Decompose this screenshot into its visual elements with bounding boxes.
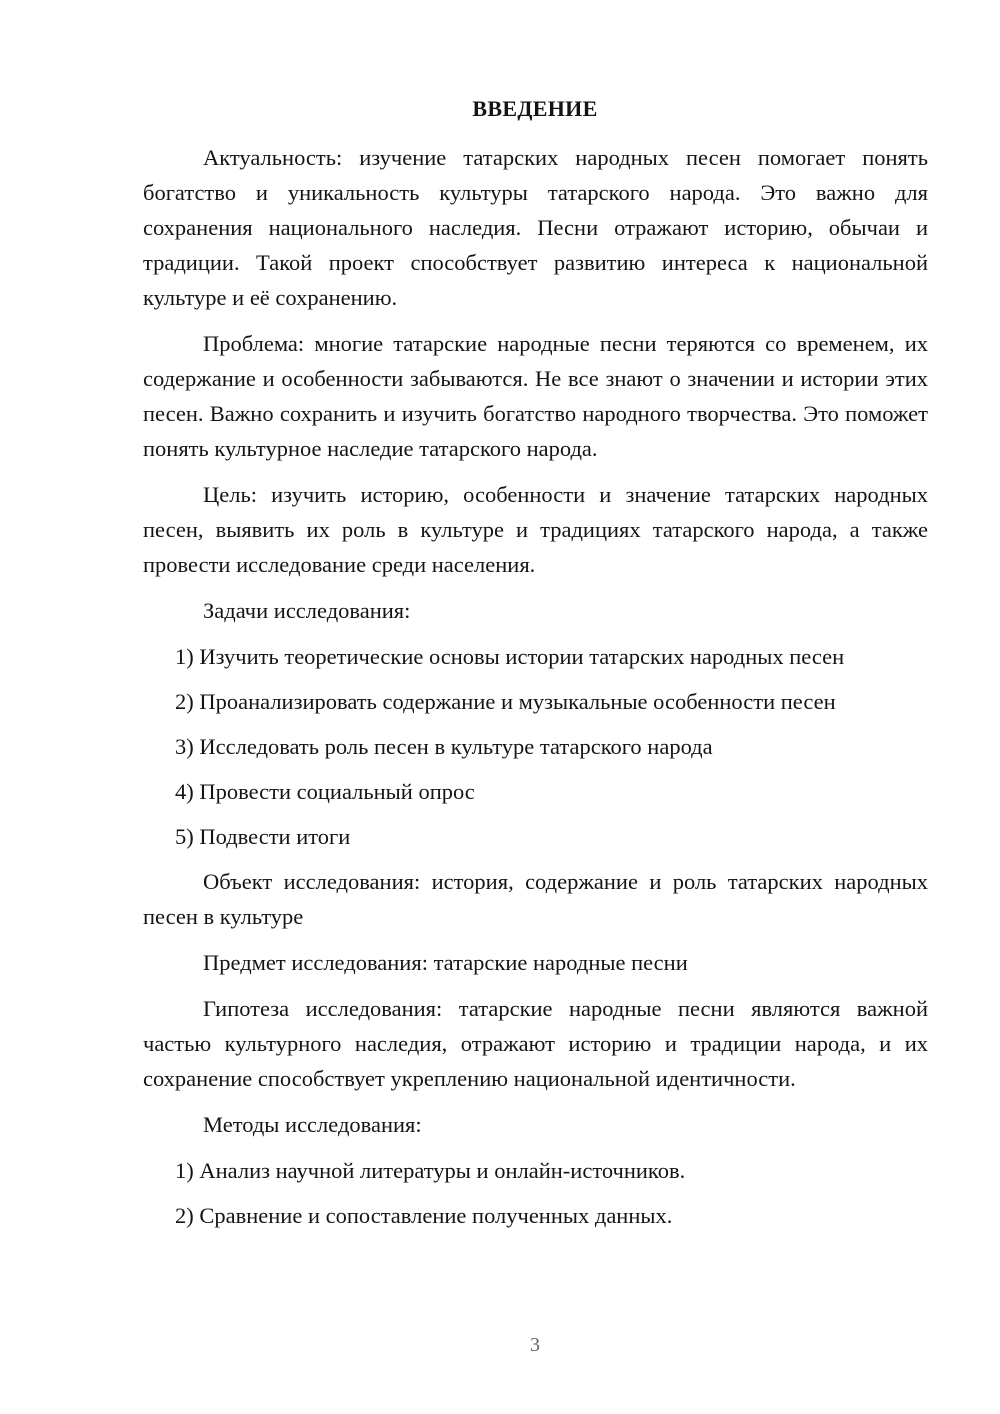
task-item: 4) Провести социальный опрос	[175, 779, 475, 804]
object-paragraph: Объект исследования: история, содержание и роль татарских народных песен в культуре	[143, 869, 928, 929]
goal-paragraph: Цель: изучить историю, особенности и значение татарских народных песен, выявить их роль в культуре и традициях татарского народа, а также провести исследование среди населения.	[143, 482, 928, 577]
task-item: 1) Изучить теоретические основы истории татарских народных песен	[175, 644, 845, 669]
hypothesis-paragraph: Гипотеза исследования: татарские народные песни являются важной частью культурного наследия, отражают историю и традиции народа, и их сохранение способствует укреплению национальной идентичности.	[143, 996, 928, 1091]
relevance-paragraph: Актуальность: изучение татарских народных песен помогает понять богатство и уникальность культуры татарского народа. Это важно для сохранения национального наследия. Песни отражают историю, обычаи и традиции. Такой проект способствует развитию интереса к национальной культуре и её сохранению.	[143, 145, 928, 310]
document-body	[143, 140, 928, 1243]
tasks-heading: Задачи исследования:	[203, 598, 411, 623]
page-title: ВВЕДЕНИЕ	[472, 96, 598, 121]
task-item: 3) Исследовать роль песен в культуре татарского народа	[175, 734, 713, 759]
method-item: 1) Анализ научной литературы и онлайн-источников.	[175, 1158, 686, 1183]
method-item: 2) Сравнение и сопоставление полученных данных.	[175, 1203, 673, 1228]
methods-heading: Методы исследования:	[203, 1112, 422, 1137]
problem-paragraph: Проблема: многие татарские народные песни теряются со временем, их содержание и особенности забываются. Не все знают о значении и истории этих песен. Важно сохранить и изучить богатство народного творчества. Это поможет понять культурное наследие татарского народа.	[143, 331, 928, 461]
task-item: 2) Проанализировать содержание и музыкальные особенности песен	[175, 689, 836, 714]
task-item: 5) Подвести итоги	[175, 824, 351, 849]
page-number: 3	[530, 1334, 540, 1356]
subject-paragraph: Предмет исследования: татарские народные песни	[203, 950, 688, 975]
